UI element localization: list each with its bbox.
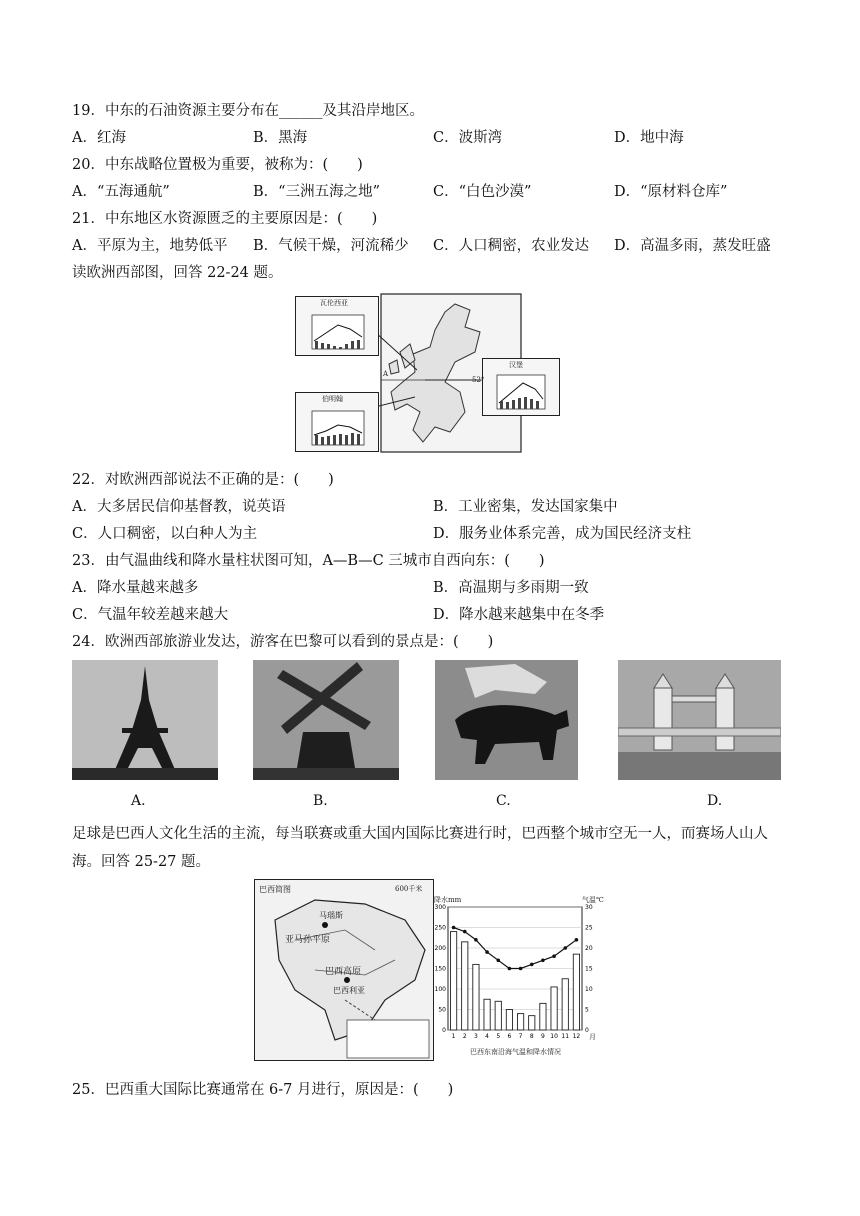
x-tick-label: 2 <box>462 1033 467 1040</box>
climate-y-left-label: 降水mm <box>434 896 462 904</box>
q19-option-b[interactable]: B．黑海 <box>253 130 308 146</box>
chart-valencia <box>295 296 379 356</box>
brazil-map-title: 巴西简图 <box>259 885 291 894</box>
precipitation-bar-10 <box>551 987 557 1030</box>
temperature-point-9 <box>541 959 545 963</box>
windmill-icon <box>253 660 399 780</box>
europe-label-52: 52° <box>472 376 485 384</box>
q20-option-a[interactable]: A．“五海通航” <box>72 184 170 200</box>
x-tick-label: 1 <box>451 1033 456 1040</box>
intro-25-27: 足球是巴西人文化生活的主流，每当联赛或重大国内国际比赛进行时，巴西整个城市空无一人，而赛场人山人海。回答 25-27 题。 <box>72 826 768 870</box>
precipitation-bar-5 <box>495 1001 501 1030</box>
photo-eiffel-tower[interactable] <box>72 660 218 780</box>
y2-tick-label: 30 <box>585 904 593 911</box>
q22-option-a[interactable]: A．大多居民信仰基督教，说英语 <box>72 499 286 515</box>
y2-tick-label: 15 <box>585 965 593 973</box>
q20-stem: 20．中东战略位置极为重要，被称为：( ) <box>72 157 363 173</box>
x-tick-label: 4 <box>485 1033 489 1040</box>
q24-option-d[interactable]: D. <box>707 793 723 809</box>
q23-option-b[interactable]: B．高温期与多雨期一致 <box>433 580 589 596</box>
y-tick-label: 300 <box>434 904 446 911</box>
q21-stem: 21．中东地区水资源匮乏的主要原因是：( ) <box>72 211 378 227</box>
q19-stem: 19．中东的石油资源主要分布在______及其沿岸地区。 <box>72 103 424 119</box>
europe-label-a: A <box>383 370 389 378</box>
brazil-climate-chart <box>432 879 607 1059</box>
temperature-point-12 <box>575 938 579 942</box>
chart-birmingham <box>295 392 379 452</box>
q23-option-d[interactable]: D．降水越来越集中在冬季 <box>433 607 605 623</box>
y-tick-label: 50 <box>438 1006 446 1014</box>
brazil-region-amazon: 亚马孙平原 <box>285 935 331 945</box>
q24-option-b[interactable]: B. <box>313 793 328 809</box>
q19-option-c[interactable]: C．波斯湾 <box>433 130 503 146</box>
q20-option-d[interactable]: D．“原材料仓库” <box>614 184 728 200</box>
chart-birmingham-title: 伯明翰 <box>322 395 343 403</box>
climate-x-unit: 月 <box>589 1033 596 1041</box>
q22-option-b[interactable]: B．工业密集，发达国家集中 <box>433 499 618 515</box>
y2-tick-label: 0 <box>585 1027 589 1034</box>
q21-option-d[interactable]: D．高温多雨，蒸发旺盛 <box>614 238 771 254</box>
x-tick-label: 3 <box>474 1033 478 1040</box>
precipitation-bar-8 <box>529 1016 535 1030</box>
temperature-point-1 <box>452 926 456 930</box>
q25-stem: 25．巴西重大国际比赛通常在 6-7 月进行，原因是：( ) <box>72 1082 454 1098</box>
y2-tick-label: 10 <box>585 986 593 993</box>
precipitation-bar-12 <box>573 954 579 1030</box>
tower-bridge-icon <box>618 660 781 780</box>
bull-icon <box>435 660 578 780</box>
precipitation-bar-11 <box>562 979 568 1030</box>
europe-figure <box>295 292 560 455</box>
x-tick-label: 12 <box>572 1033 581 1040</box>
temperature-point-6 <box>508 967 512 971</box>
climate-chart-svg <box>432 879 607 1059</box>
precipitation-bar-1 <box>450 932 456 1030</box>
intro-22-24: 读欧洲西部图，回答 22-24 题。 <box>72 265 283 281</box>
chart-hamburg <box>482 358 560 416</box>
precipitation-bar-4 <box>484 999 490 1030</box>
y2-tick-label: 5 <box>585 1006 589 1014</box>
precipitation-bar-3 <box>473 964 479 1030</box>
temperature-point-4 <box>485 950 489 954</box>
q23-stem: 23．由气温曲线和降水量柱状图可知，A—B—C 三城市自西向东：( ) <box>72 553 545 569</box>
y2-tick-label: 20 <box>585 945 593 952</box>
brazil-map-scale: 600千米 <box>395 885 423 893</box>
q21-option-a[interactable]: A．平原为主，地势低平 <box>72 238 228 254</box>
y-tick-label: 100 <box>434 986 446 993</box>
precipitation-bar-6 <box>506 1010 512 1031</box>
precipitation-bar-7 <box>517 1014 523 1030</box>
precipitation-bar-9 <box>540 1003 546 1030</box>
brazil-city-brasilia: 巴西利亚 <box>333 986 365 995</box>
q22-option-d[interactable]: D．服务业体系完善，成为国民经济支柱 <box>433 526 692 542</box>
photo-bullfight[interactable] <box>435 660 578 780</box>
q20-option-c[interactable]: C．“白色沙漠” <box>433 184 532 200</box>
temperature-point-3 <box>474 938 478 942</box>
temperature-point-8 <box>530 963 534 967</box>
q22-stem: 22．对欧洲西部说法不正确的是：( ) <box>72 472 334 488</box>
x-tick-label: 10 <box>550 1033 558 1040</box>
chart-valencia-title: 瓦伦西亚 <box>320 299 348 307</box>
y-tick-label: 0 <box>442 1027 446 1034</box>
q23-option-a[interactable]: A．降水量越来越多 <box>72 580 199 596</box>
temperature-point-7 <box>519 967 523 971</box>
y-tick-label: 200 <box>434 945 446 952</box>
climate-chart-title: 巴西东南沿海气温和降水情况 <box>470 1048 561 1056</box>
chart-hamburg-title: 汉堡 <box>509 361 523 369</box>
eiffel-tower-icon <box>72 660 218 780</box>
temperature-point-11 <box>563 946 567 950</box>
q24-stem: 24．欧洲西部旅游业发达，游客在巴黎可以看到的景点是：( ) <box>72 634 494 650</box>
chart-birmingham-plot <box>296 393 378 451</box>
brazil-city-manaus: 马瑙斯 <box>319 911 343 920</box>
q22-option-c[interactable]: C．人口稠密，以白种人为主 <box>72 526 258 542</box>
x-tick-label: 5 <box>496 1033 501 1040</box>
photo-windmill[interactable] <box>253 660 399 780</box>
photo-tower-bridge[interactable] <box>618 660 781 780</box>
q20-option-b[interactable]: B．“三洲五海之地” <box>253 184 380 200</box>
chart-hamburg-plot <box>483 359 559 415</box>
q24-option-c[interactable]: C. <box>496 793 511 809</box>
q19-option-d[interactable]: D．地中海 <box>614 130 684 146</box>
temperature-point-2 <box>463 930 467 934</box>
x-tick-label: 7 <box>518 1033 523 1040</box>
y-tick-label: 150 <box>434 965 446 973</box>
x-tick-label: 11 <box>561 1033 570 1040</box>
temperature-point-5 <box>496 959 500 963</box>
q23-option-c[interactable]: C．气温年较差越来越大 <box>72 607 229 623</box>
x-tick-label: 9 <box>541 1033 545 1040</box>
x-tick-label: 6 <box>507 1033 512 1040</box>
temperature-point-10 <box>552 954 556 958</box>
q19-option-a[interactable]: A．红海 <box>72 130 126 146</box>
precipitation-bar-2 <box>462 942 468 1030</box>
q24-option-a[interactable]: A. <box>131 793 146 809</box>
q21-option-c[interactable]: C．人口稠密，农业发达 <box>433 238 590 254</box>
y2-tick-label: 25 <box>585 924 593 932</box>
climate-y-right-label: 气温℃ <box>582 896 604 904</box>
brazil-map <box>254 879 434 1061</box>
x-tick-label: 8 <box>529 1033 534 1040</box>
y-tick-label: 250 <box>434 924 446 932</box>
chart-valencia-plot <box>296 297 378 355</box>
brazil-region-plateau: 巴西高原 <box>325 967 362 977</box>
q21-option-b[interactable]: B．气候干燥，河流稀少 <box>253 238 409 254</box>
